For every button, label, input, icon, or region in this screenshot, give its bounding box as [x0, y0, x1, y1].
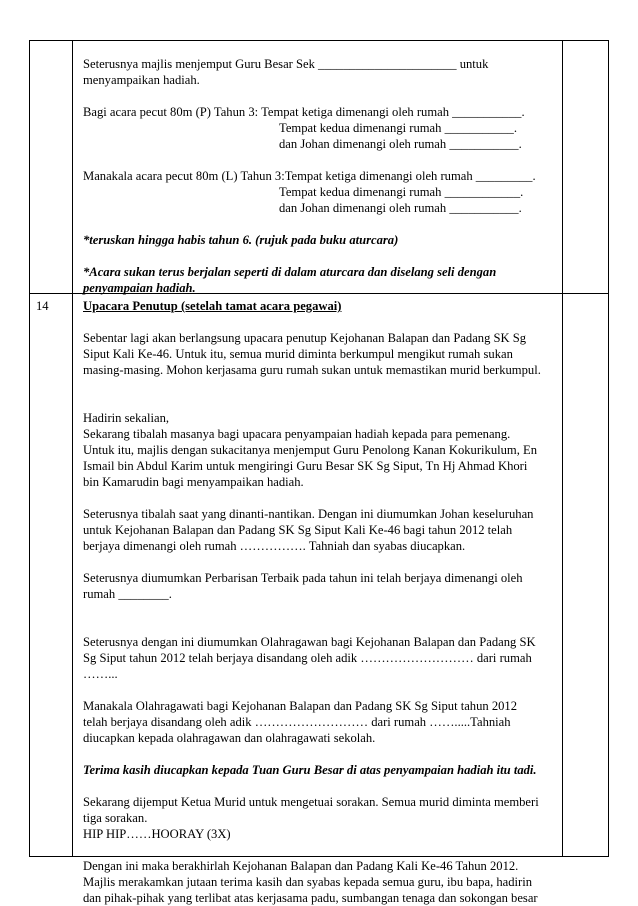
row-13-content	[83, 56, 561, 296]
text-line: Seterusnya dengan ini diumumkan Olahragawan bagi Kejohanan Balapan dan Padang SK	[83, 635, 536, 649]
text-line: Tempat kedua dimenangi rumah ____________.	[279, 185, 524, 199]
text-line: menyampaikan hadiah.	[83, 73, 200, 87]
text-line: Ismail bin Abdul Karim untuk mengiringi Guru Besar SK Sg Siput, Tn Hj Ahmad Khori	[83, 459, 528, 473]
text-line: bin Kamarudin bagi menyampaikan hadiah.	[83, 475, 304, 489]
text-line: diucapkan kepada olahragawan dan olahragawati sekolah.	[83, 731, 376, 745]
text-line: Dengan ini maka berakhirlah Kejohanan Balapan dan Padang Kali Ke-46 Tahun 2012.	[83, 859, 519, 873]
text-line: dan Johan dimenangi oleh rumah ___________.	[279, 201, 522, 215]
text-line: rumah ________.	[83, 587, 172, 601]
column-divider	[72, 41, 73, 856]
text-line: Sg Siput tahun 2012 telah berjaya disandang oleh adik ……………………… dari rumah	[83, 651, 532, 665]
row-number: 14	[36, 299, 49, 313]
text-line: Hadirin sekalian,	[83, 411, 170, 425]
text-line: tiga sorakan.	[83, 811, 148, 825]
paragraph	[83, 410, 561, 490]
text-line: Manakala acara pecut 80m (L) Tahun 3:Tempat ketiga dimenangi oleh rumah _________.	[83, 169, 536, 183]
text-line: Tempat kedua dimenangi rumah ___________.	[279, 121, 517, 135]
program-table	[29, 40, 609, 905]
paragraph	[83, 858, 561, 906]
text-line: untuk Kejohanan Balapan dan Padang SK Sg Siput Kali Ke-46 bagi tahun 2012 telah	[83, 523, 513, 537]
paragraph	[83, 506, 561, 554]
text-line: telah berjaya disandang oleh adik ……………………… dari rumah …….....Tahniah	[83, 715, 511, 729]
thanks-text: Terima kasih diucapkan kepada Tuan Guru Besar di atas penyampaian hadiah itu tadi.	[83, 763, 537, 777]
text-line: Seterusnya diumumkan Perbarisan Terbaik pada tahun ini telah berjaya dimenangi oleh	[83, 571, 523, 585]
column-divider	[562, 41, 563, 856]
text-line: Siput Kali Ke-46. Untuk itu, semua murid diminta berkumpul mengikut rumah sukan	[83, 347, 513, 361]
text-line: dan pihak-pihak yang terlibat atas kerjasama padu, sumbangan tenaga dan sokongan besar	[83, 891, 538, 905]
paragraph	[83, 634, 561, 682]
text-line: Sebentar lagi akan berlangsung upacara penutup Kejohanan Balapan dan Padang SK Sg	[83, 331, 527, 345]
row-14-content	[83, 298, 561, 906]
text-line: dan Johan dimenangi oleh rumah ___________.	[279, 137, 522, 151]
section-heading: Upacara Penutup (setelah tamat acara pegawai)	[83, 299, 342, 313]
paragraph	[83, 698, 561, 746]
text-line: Untuk itu, majlis dengan sukacitanya menjemput Guru Penolong Kanan Kokurikulum, En	[83, 443, 537, 457]
text-line: Majlis merakamkan jutaan terima kasih dan syabas kepada semua guru, ibu bapa, hadirin	[83, 875, 533, 889]
text-line: Bagi acara pecut 80m (P) Tahun 3: Tempat ketiga dimenangi oleh rumah ___________.	[83, 105, 525, 119]
paragraph	[83, 330, 561, 378]
note-text: *teruskan hingga habis tahun 6. (rujuk pada buku aturcara)	[83, 233, 399, 247]
text-line: Seterusnya tibalah saat yang dinanti-nantikan. Dengan ini diumumkan Johan keseluruhan	[83, 507, 534, 521]
note-text: penyampaian hadiah.	[83, 281, 196, 295]
text-line: HIP HIP……HOORAY (3X)	[83, 827, 231, 841]
text-line: ……...	[83, 667, 118, 681]
text-line: Sekarang dijemput Ketua Murid untuk mengetuai sorakan. Semua murid diminta memberi	[83, 795, 539, 809]
paragraph	[83, 794, 561, 842]
text-line: berjaya dimenangi oleh rumah ……………. Tahniah dan syabas diucapkan.	[83, 539, 466, 553]
paragraph	[83, 570, 561, 602]
text-line: Seterusnya majlis menjemput Guru Besar Sek ______________________ untuk	[83, 57, 489, 71]
text-line: Sekarang tibalah masanya bagi upacara penyampaian hadiah kepada para pemenang.	[83, 427, 511, 441]
text-line: masing-masing. Mohon kerjasama guru rumah sukan untuk memastikan murid berkumpul.	[83, 363, 541, 377]
note-text: *Acara sukan terus berjalan seperti di dalam aturcara dan diselang seli dengan	[83, 265, 497, 279]
text-line: Manakala Olahragawati bagi Kejohanan Balapan dan Padang SK Sg Siput tahun 2012	[83, 699, 518, 713]
